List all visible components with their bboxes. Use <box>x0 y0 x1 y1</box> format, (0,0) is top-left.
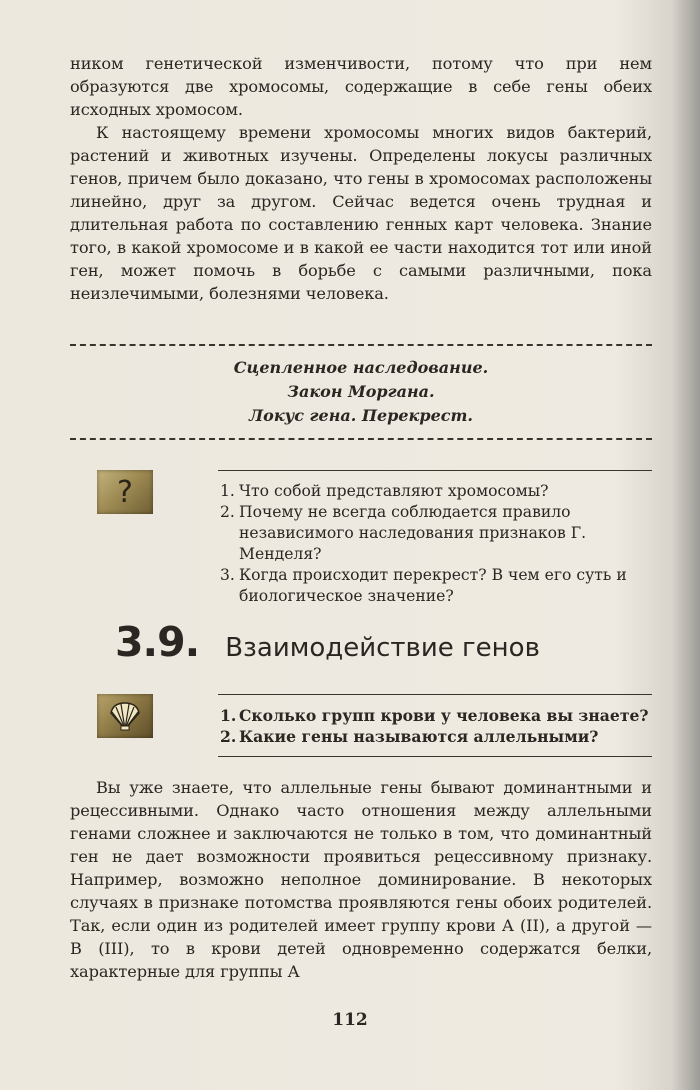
intro-block <box>70 52 652 305</box>
section-heading <box>115 618 540 666</box>
shell-svg <box>108 701 142 731</box>
warmup-top-rule <box>218 694 652 695</box>
page-number: 112 <box>332 1010 368 1030</box>
warmup-question: 2. Какие гены называются аллельными? <box>220 727 599 746</box>
key-term-1: Сцепленное наследование. <box>233 358 489 377</box>
paragraph-3: Вы уже знаете, что аллельные гены бывают доминантными и рецессивными. Однако часто отношения между аллельными генами сложнее и заключаются не только в том, что доминантный ген не дает возможности проявиться рецессивному признаку. Например, возможно неполное доминирование. В некоторых случаях в признаке потомства проявляются гены обоих родителей. Так, если один из родителей имеет группу крови А (II), а другой — В (III), то в крови детей одновременно содержатся белки, характерные для группы А <box>70 778 652 981</box>
dashed-divider-top <box>70 344 652 346</box>
dashed-divider-bottom <box>70 438 652 440</box>
review-question: 3. Когда происходит перекрест? В чем его суть и биологическое значение? <box>220 566 627 605</box>
section-title: Взаимодействие генов <box>225 633 540 663</box>
question-mark-glyph: ? <box>117 474 133 510</box>
key-term-3: Локус гена. Перекрест. <box>249 406 473 425</box>
key-terms-box <box>70 356 652 428</box>
shell-icon <box>97 694 153 738</box>
warmup-question: 1. Сколько групп крови у человека вы знаете? <box>220 706 649 725</box>
paragraph-1: ником генетической изменчивости, потому что при нем образуются две хромосомы, содержащие в себе гены обеих исходных хромосом. <box>70 54 652 119</box>
section-number: 3.9. <box>115 618 200 666</box>
warmup-bottom-rule <box>218 756 652 757</box>
warmup-questions <box>220 705 660 747</box>
question-mark-icon <box>97 470 153 514</box>
section-body <box>70 776 652 983</box>
review-questions <box>220 481 660 607</box>
key-term-2: Закон Моргана. <box>287 382 435 401</box>
paragraph-2: К настоящему времени хромосомы многих видов бактерий, растений и животных изучены. Определены локусы различных генов, причем было доказано, что гены в хромосомах расположены линейно, друг за другом. Сейчас ведется очень трудная и длительная работа по составлению генных карт человека. Знание того, в какой хромосоме и в какой ее части находится тот или иной ген, может помочь в борьбе с самыми различными, пока неизлечимыми, болезнями человека. <box>70 123 652 303</box>
review-question: 1. Что собой представляют хромосомы? <box>220 482 549 500</box>
review-top-rule <box>218 470 652 471</box>
review-question: 2. Почему не всегда соблюдается правило независимого наследования признаков Г. Менделя? <box>220 503 587 563</box>
